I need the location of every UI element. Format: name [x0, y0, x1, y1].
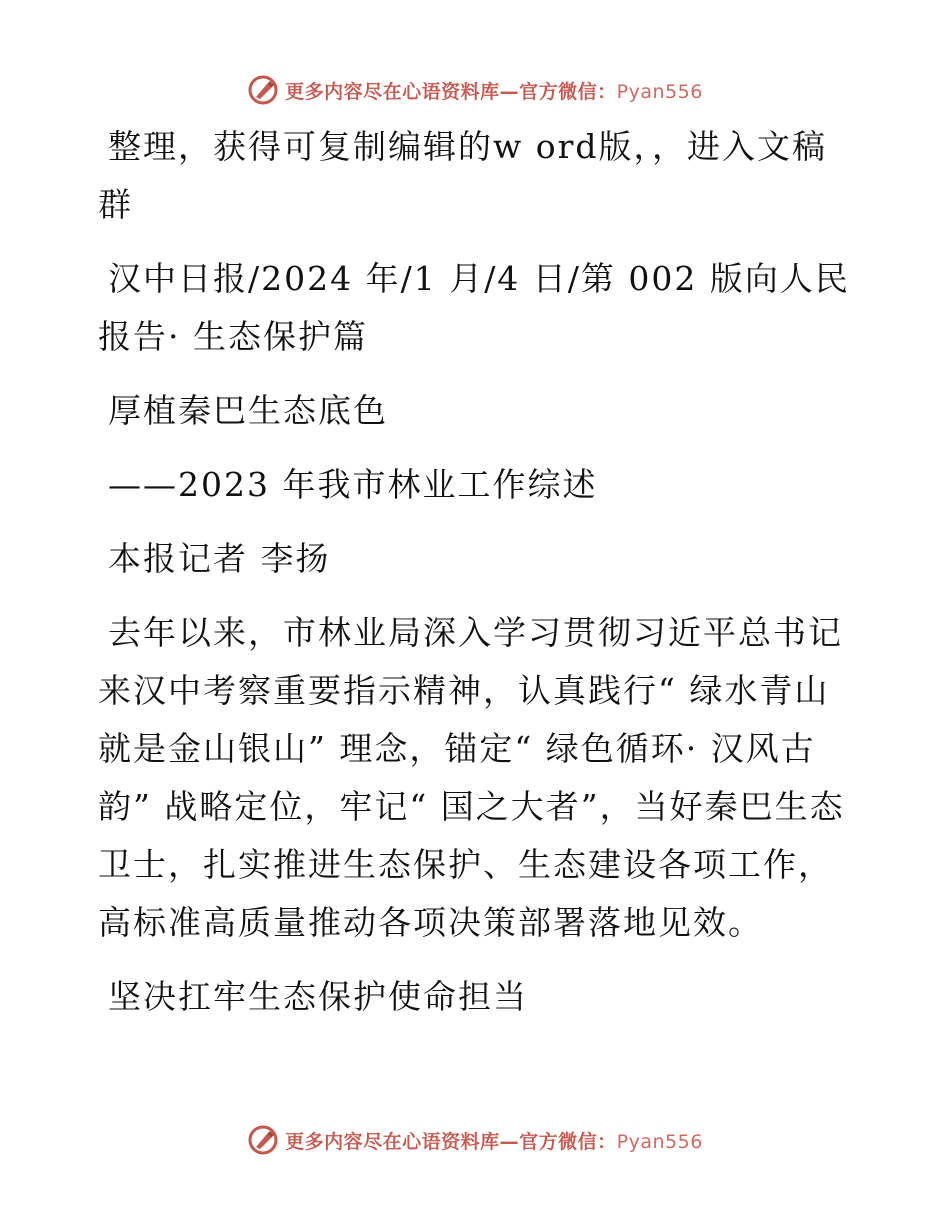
article-subtitle: ——2023 年我市林业工作综述 [108, 465, 598, 504]
article-title: 厚植秦巴生态底色 [108, 391, 388, 430]
pen-nib-logo-icon [247, 1124, 279, 1156]
paragraph-intro: 整理，获得可复制编辑的w ord版，，进入文稿群 [98, 127, 828, 224]
watermark-wechat-id: Pyan556 [616, 1130, 703, 1153]
pen-nib-logo-icon [247, 74, 279, 106]
footer-watermark [0, 1122, 950, 1158]
header-watermark [0, 72, 950, 108]
article-lead-paragraph: 去年以来，市林业局深入学习贯彻习近平总书记来汉中考察重要指示精神，认真践行“ 绿水青山就是金山银山” 理念，锚定“ 绿色循环· 汉风古韵” 战略定位，牢记“ 国之大者”，当好秦巴生态卫士，扎实推进生态保护、生态建设各项工作，高标准高质量推动各项决策部署落地见效。 [98, 613, 845, 942]
watermark-text: 更多内容尽在心语资料库—官方微信：Pyan556 [285, 1130, 703, 1153]
article-byline: 本报记者 李扬 [108, 539, 331, 578]
paragraph-source: 汉中日报/2024 年/1 月/4 日/第 002 版向人民报告· 生态保护篇 [98, 259, 850, 356]
document-body [98, 118, 858, 1042]
watermark-text: 更多内容尽在心语资料库—官方微信：Pyan556 [285, 80, 703, 103]
watermark-wechat-id: Pyan556 [616, 80, 703, 103]
section-heading: 坚决扛牢生态保护使命担当 [108, 977, 528, 1016]
